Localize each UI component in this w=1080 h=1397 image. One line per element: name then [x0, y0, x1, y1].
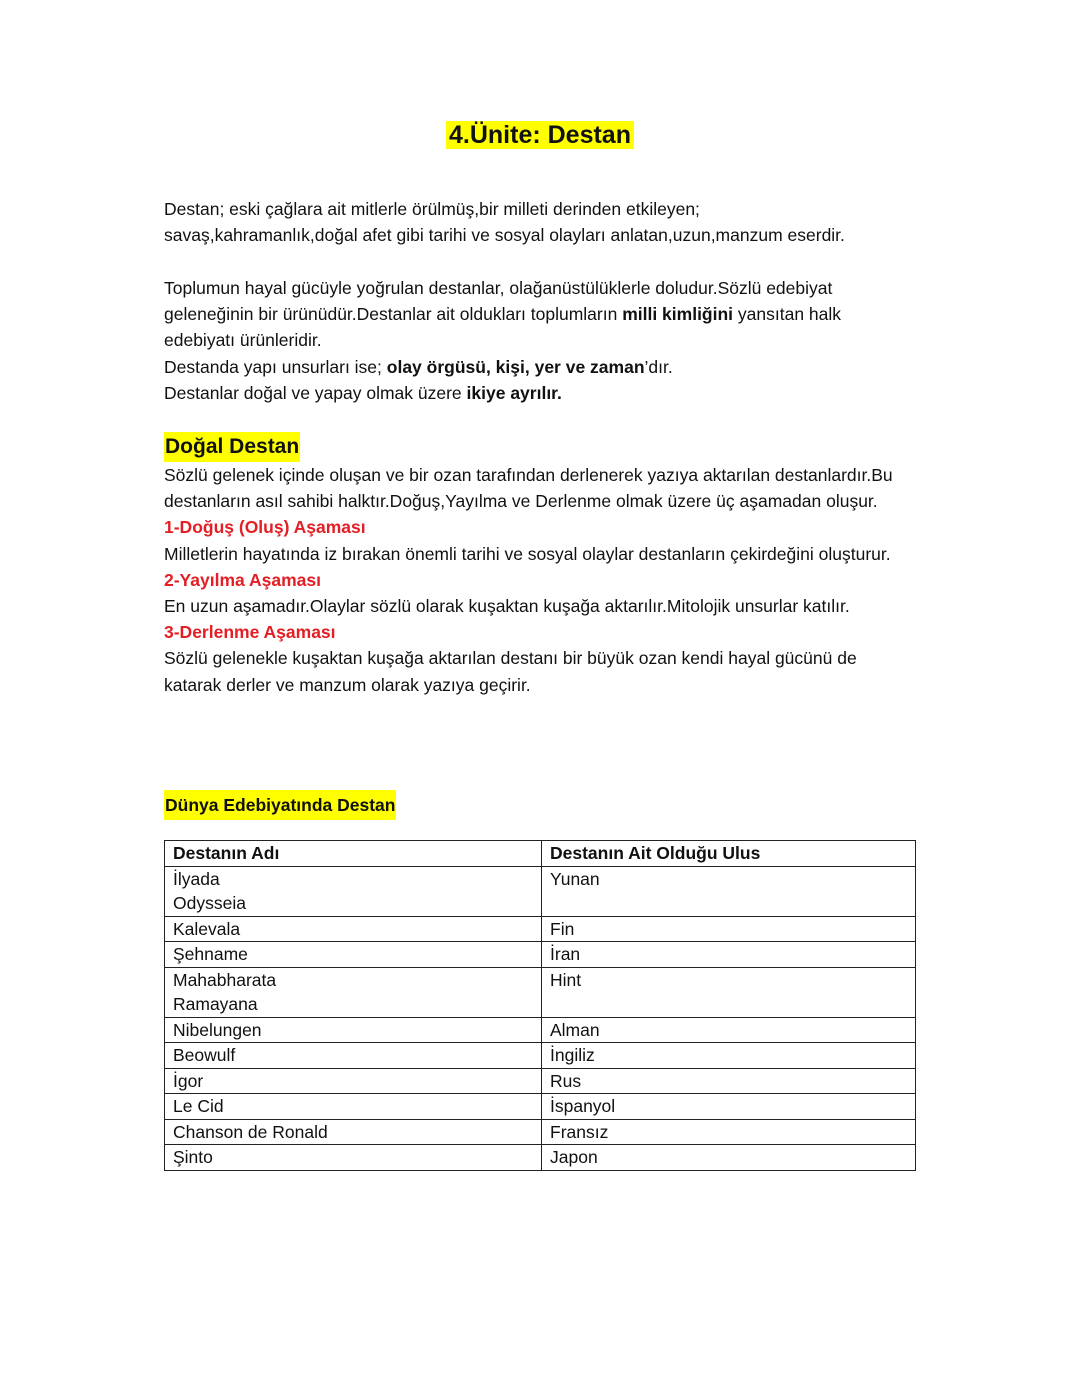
dogal-destan-section [164, 432, 904, 698]
epic-name-cell [165, 916, 542, 942]
epic-name: Le Cid [173, 1096, 224, 1116]
epic-name: Şehname [173, 944, 248, 964]
epic-name: Şinto [173, 1147, 213, 1167]
epic-name: Beowulf [173, 1045, 236, 1065]
column-header-nation: Destanın Ait Olduğu Ulus [542, 841, 916, 867]
title-text: 4.Ünite: Destan [446, 121, 634, 149]
epic-name-cell [165, 1119, 542, 1145]
epic-name-cell [165, 1145, 542, 1171]
epic-nation: Fin [542, 916, 916, 942]
dunya-heading-wrap [164, 790, 924, 820]
bold-text: ikiye ayrılır. [466, 382, 562, 403]
table-row [165, 1068, 916, 1094]
epic-name-cell [165, 1094, 542, 1120]
section-heading-dogal: Doğal Destan [164, 432, 300, 462]
page-title [0, 118, 1080, 152]
table-row [165, 967, 916, 1017]
epic-name: İgor [173, 1070, 204, 1091]
epic-nation: İran [542, 942, 916, 968]
dogal-body: Sözlü gelenek içinde oluşan ve bir ozan tarafından derlenerek yazıya aktarılan destanlardır.Bu destanların asıl sahibi halktır.Doğuş,Yayılma ve Derlenme olmak üzere üç aşamadan oluşur. [164, 465, 893, 512]
bold-text: milli kimliğini [622, 304, 734, 325]
epic-name-cell [165, 967, 542, 1017]
epic-name-cell [165, 942, 542, 968]
text: Destanda yapı unsurları ise; [164, 356, 387, 377]
epic-nation: Rus [542, 1068, 916, 1094]
table-row [165, 1119, 916, 1145]
paragraph-types [164, 380, 904, 406]
paragraph-structure [164, 354, 904, 380]
intro-line-2: savaş,kahramanlık,doğal afet gibi tarihi ve sosyal olayları anlatan,uzun,manzum eserdir. [164, 225, 845, 246]
table-row [165, 1017, 916, 1043]
table-row [165, 942, 916, 968]
text: Destanlar doğal ve yapay olmak üzere [164, 382, 467, 403]
epic-name-cell [165, 866, 542, 916]
text: yansıtan halk edebiyatı ürünleridir. [164, 304, 842, 351]
epic-name-cell [165, 1017, 542, 1043]
text: Toplumun hayal gücüyle yoğrulan destanlar, olağanüstülüklerle doludur.Sözlü edebiyat geleneğinin bir ürünüdür.Destanlar ait oldukları toplumların [164, 278, 833, 325]
stage-2-body: En uzun aşamadır.Olaylar sözlü olarak kuşaktan kuşağa aktarılır.Mitolojik unsurlar katılır. [164, 596, 850, 617]
text: ’dır. [644, 356, 673, 377]
epic-name: Kalevala [173, 918, 241, 939]
column-header-name: Destanın Adı [165, 841, 542, 867]
table-row [165, 866, 916, 916]
table-body [165, 866, 916, 1170]
epic-name: Nibelungen [173, 1019, 262, 1040]
table-header-row [165, 841, 916, 867]
epic-nation: Yunan [542, 866, 916, 916]
intro-section [164, 196, 924, 248]
stage-1-body: Milletlerin hayatında iz bırakan önemli tarihi ve sosyal olaylar destanların çekirdeğini oluşturur. [164, 543, 891, 564]
intro-line-1: Destan; eski çağlara ait mitlerle örülmüş,bir milleti derinden etkileyen; [164, 199, 700, 219]
section-heading-dunya: Dünya Edebiyatında Destan [164, 790, 396, 820]
epic-name-cell [165, 1043, 542, 1069]
epic-name: Odysseia [173, 893, 246, 913]
stage-3-title: 3-Derlenme Aşaması [164, 622, 336, 643]
table-row [165, 1094, 916, 1120]
paragraph-identity [164, 275, 904, 354]
bold-text: olay örgüsü, kişi, yer ve zaman [386, 356, 645, 377]
epic-name: İlyada [173, 868, 220, 889]
epic-nation: Hint [542, 967, 916, 1017]
epic-nation: Alman [542, 1017, 916, 1043]
epic-nation: İspanyol [542, 1094, 916, 1120]
epic-name: Ramayana [173, 994, 258, 1014]
stage-2-title: 2-Yayılma Aşaması [164, 569, 321, 590]
epic-name: Mahabharata [173, 969, 277, 990]
table-row [165, 916, 916, 942]
epic-nation: İngiliz [542, 1043, 916, 1069]
epic-nation: Japon [542, 1145, 916, 1171]
epics-table [164, 840, 916, 1171]
epic-name: Chanson de Ronald [173, 1121, 328, 1142]
table-row [165, 1043, 916, 1069]
table-row [165, 1145, 916, 1171]
epic-nation: Fransız [542, 1119, 916, 1145]
stage-3-body: Sözlü gelenekle kuşaktan kuşağa aktarılan destanı bir büyük ozan kendi hayal gücünü de katarak derler ve manzum olarak yazıya geçirir. [164, 648, 857, 695]
epic-name-cell [165, 1068, 542, 1094]
details-section [164, 275, 904, 406]
stage-1-title: 1-Doğuş (Oluş) Aşaması [164, 517, 366, 538]
